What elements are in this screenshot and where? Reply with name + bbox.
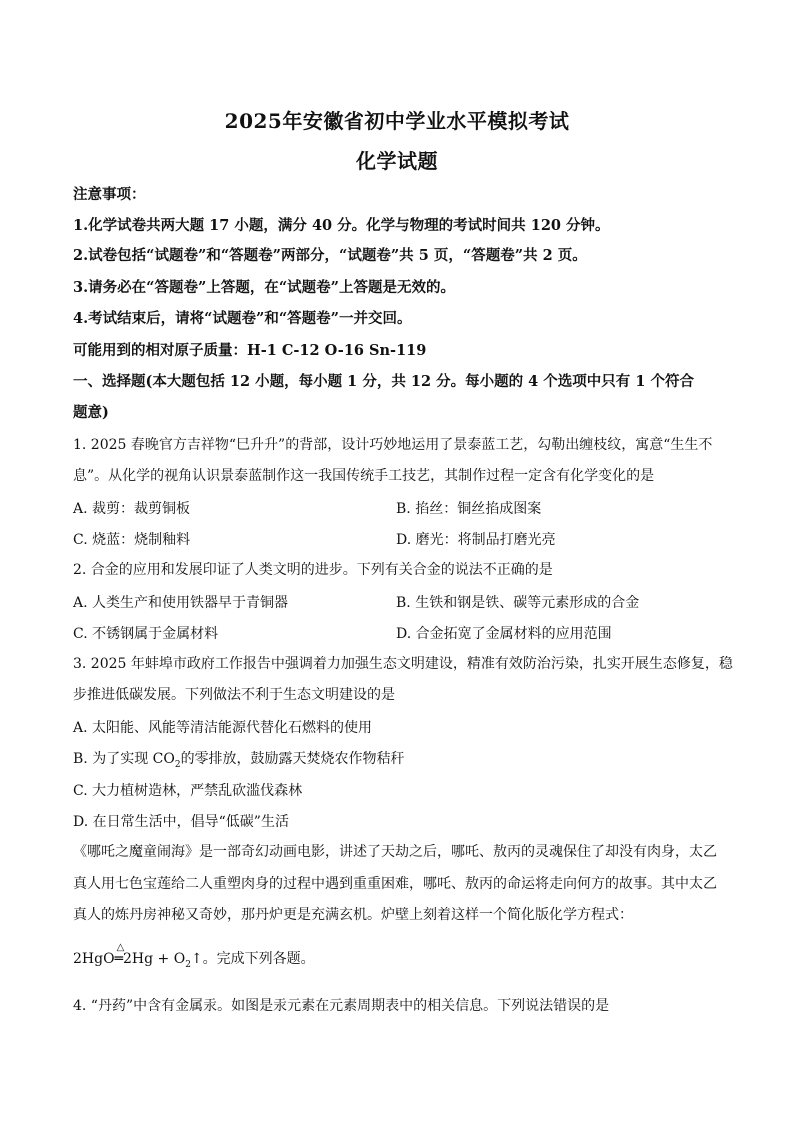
q1-stem-cont: 息”。从化学的视角认识景泰蓝制作这一我国传统手工技艺，其制作过程一定含有化学变化的是	[73, 468, 655, 484]
q1-stem: 1. 2025 春晚官方吉祥物“巳升升”的背部，设计巧妙地运用了景泰蓝工艺，勾勒出缠枝纹，寓意“生生不	[73, 437, 713, 453]
notice-item-4: 4.考试结束后，请将“试题卷”和“答题卷”一并交回。	[73, 310, 412, 327]
q3-option-c: C. 大力植树造林，严禁乱砍滥伐森林	[73, 783, 303, 799]
passage-line-2: 真人用七色宝莲给二人重塑肉身的过程中遇到重重困难，哪吒、敖丙的命运将走向何方的故事。其中太乙	[73, 876, 717, 892]
notice-heading: 注意事项：	[73, 186, 146, 203]
notice-item-1: 1.化学试卷共两大题 17 小题，满分 40 分。化学与物理的考试时间共 120 分钟。	[73, 217, 610, 234]
q2-stem: 2. 合金的应用和发展印证了人类文明的进步。下列有关合金的说法不正确的是	[73, 562, 553, 578]
equation-products: 2Hg + O	[123, 951, 186, 967]
q3-option-b-subscript: 2	[174, 759, 181, 770]
q4-stem: 4. “丹药”中含有金属汞。如图是汞元素在元素周期表中的相关信息。下列说法错误的是	[73, 998, 610, 1014]
equation-tail: 。完成下列各题。	[202, 951, 315, 967]
gas-arrow: ↑	[190, 951, 203, 967]
q2-option-a: A. 人类生产和使用铁器早于青铜器	[73, 595, 289, 611]
section1-heading-cont: 题意)	[73, 404, 109, 421]
q1-option-d: D. 磨光：将制品打磨光亮	[396, 532, 556, 548]
q3-option-a: A. 太阳能、风能等清洁能源代替化石燃料的使用	[73, 720, 373, 736]
q1-option-c: C. 烧蓝：烧制釉料	[73, 532, 191, 548]
notice-item-2: 2.试卷包括“试题卷”和“答题卷”两部分，“试题卷”共 5 页，“答题卷”共 2 页。	[73, 247, 587, 264]
q3-option-b	[73, 748, 405, 770]
equation-condition	[114, 942, 125, 967]
q3-option-d: D. 在日常生活中，倡导“低碳”生活	[73, 814, 289, 830]
section1-heading: 一、选择题(本大题包括 12 小题，每小题 1 分，共 12 分。每小题的 4 个选项中只有 1 个符合	[73, 373, 694, 390]
exam-subtitle: 化学试题	[356, 149, 438, 173]
passage-line-3: 真人的炼丹房神秘又奇妙，那丹炉更是充满玄机。炉壁上刻着这样一个简化版化学方程式：	[73, 907, 633, 923]
q1-option-b: B. 掐丝：铜丝掐成图案	[396, 501, 542, 517]
notice-item-3: 3.请务必在“答题卷”上答题，在“试题卷”上答题是无效的。	[73, 279, 455, 296]
chemical-equation	[73, 942, 315, 970]
equation-reactant: 2HgO	[73, 951, 115, 967]
equation-subscript: 2	[185, 959, 191, 970]
q3-option-b-text-cont: 的零排放，鼓励露天焚烧农作物秸秆	[180, 751, 405, 767]
heat-symbol: △	[116, 942, 125, 953]
q2-option-d: D. 合金拓宽了金属材料的应用范围	[396, 626, 612, 642]
q3-stem: 3. 2025 年蚌埠市政府工作报告中强调着力加强生态文明建设，精准有效防治污染，扎实开展生态修复，稳	[73, 656, 733, 672]
q3-stem-cont: 步推进低碳发展。下列做法不利于生态文明建设的是	[73, 687, 395, 703]
q2-option-b: B. 生铁和钢是铁、碳等元素形成的合金	[396, 595, 640, 611]
q1-option-a: A. 裁剪：裁剪铜板	[73, 501, 191, 517]
passage-line-1: 《哪吒之魔童闹海》是一部奇幻动画电影，讲述了天劫之后，哪吒、敖丙的灵魂保住了却没有肉身，太乙	[73, 844, 717, 860]
q2-option-c: C. 不锈钢属于金属材料	[73, 626, 219, 642]
exam-title: 2025年安徽省初中学业水平模拟考试	[224, 109, 570, 133]
atomic-masses: 可能用到的相对原子质量：H-1 C-12 O-16 Sn-119	[73, 342, 427, 359]
equation-equals: ═	[114, 951, 123, 967]
q3-option-b-text: B. 为了实现 CO	[73, 751, 175, 767]
